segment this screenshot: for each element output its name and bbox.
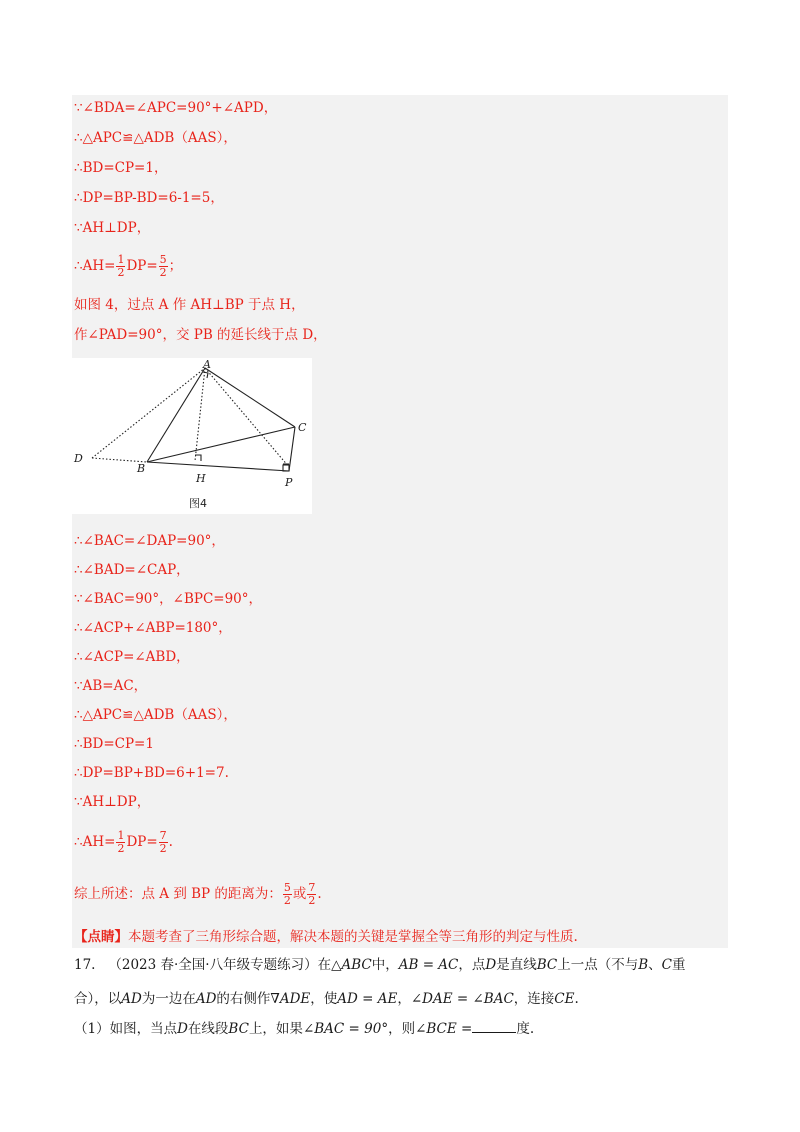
question-number: 17.	[74, 957, 96, 973]
label-D: D	[74, 452, 83, 465]
q-math: BC	[536, 957, 558, 973]
question-part-1	[74, 1020, 534, 1038]
eq-text: 综上所述：点 A 到 BP 的距离为：	[74, 886, 282, 902]
frac-num: 7	[308, 881, 316, 894]
solution-line: ∴△APC≌△ADB（AAS），	[74, 130, 237, 146]
figure-caption: 图4	[189, 497, 207, 510]
frac-num: 5	[159, 253, 167, 266]
solution-line: ∴∠ACP=∠ABD，	[74, 649, 190, 665]
solution-line: ∵AH⊥DP，	[74, 220, 151, 236]
q-text: 重	[672, 957, 686, 973]
q-text: （2023 春·全国·八年级专题练习）在	[108, 957, 332, 973]
frac-num: 1	[117, 253, 125, 266]
solution-line: ∵∠BDA=∠APC=90°+∠APD，	[74, 100, 278, 116]
q-math: △ABC	[331, 957, 372, 973]
label-P: P	[285, 476, 293, 489]
q-math: AD = AE	[337, 991, 398, 1007]
solution-line: ∴∠ACP+∠ABP=180°，	[74, 620, 232, 636]
frac-den: 2	[117, 842, 125, 855]
q-text: 为一边在	[141, 991, 196, 1007]
eq-text: ∴AH=	[74, 834, 116, 850]
q-text: 是直线	[496, 957, 537, 973]
frac-den: 2	[283, 894, 291, 907]
solution-line: ∵AH⊥DP，	[74, 794, 151, 810]
fraction	[283, 882, 292, 907]
eq-text: ；	[168, 258, 183, 274]
q-text: 上一点（不与	[557, 957, 639, 973]
figure-intro-line: 如图 4，过点 A 作 AH⊥BP 于点 H，	[74, 297, 305, 313]
q-text: ，则	[388, 1021, 416, 1037]
geometry-figure-4	[72, 358, 312, 514]
question-line-2	[74, 990, 579, 1008]
q-text: 的右侧作	[216, 991, 271, 1007]
answer-blank[interactable]	[472, 1020, 516, 1033]
q-math: ∠DAE = ∠BAC	[410, 991, 514, 1007]
q-text: ，使	[310, 991, 338, 1007]
fraction	[159, 254, 168, 279]
q-text: （1）如图，当点	[74, 1021, 178, 1037]
eq-text: .	[317, 886, 322, 902]
figure-intro-line: 作∠PAD=90°，交 PB 的延长线于点 D，	[74, 327, 327, 343]
q-text: 合），以	[74, 991, 122, 1007]
q-math: CE	[554, 991, 575, 1007]
eq-text: 或	[292, 886, 307, 902]
solution-line: ∴BD=CP=1	[74, 736, 154, 752]
q-math: BC	[228, 1021, 249, 1037]
solution-panel	[72, 95, 728, 948]
q-text: 度.	[516, 1021, 535, 1037]
tip-text: 本题考查了三角形综合题，解决本题的关键是掌握全等三角形的判定与性质.	[128, 929, 578, 945]
solution-line: ∴∠BAC=∠DAP=90°，	[74, 533, 225, 549]
solution-line: ∴DP=BP-BD=6-1=5，	[74, 190, 224, 206]
eq-text: ∴AH=	[74, 258, 116, 274]
q-math: AD	[121, 991, 142, 1007]
frac-den: 2	[159, 842, 167, 855]
eq-text: DP=	[126, 834, 158, 850]
figure-svg	[72, 358, 312, 514]
question-line-1	[74, 956, 686, 974]
fraction	[116, 254, 125, 279]
solution-line: ∴DP=BP+BD=6+1=7.	[74, 765, 229, 781]
q-math: C	[661, 957, 672, 973]
q-math: ∠BAC = 90°	[302, 1021, 389, 1037]
q-math: AB = AC	[398, 957, 459, 973]
solution-line: ∴BD=CP=1，	[74, 160, 168, 176]
q-math: D	[485, 957, 497, 973]
eq-text: .	[168, 834, 173, 850]
fraction	[307, 882, 316, 907]
label-C: C	[298, 421, 307, 434]
frac-num: 1	[117, 829, 125, 842]
label-A: A	[203, 358, 211, 371]
q-math: D	[177, 1021, 188, 1037]
q-text: 上，如果	[248, 1021, 303, 1037]
eq-text: DP=	[126, 258, 158, 274]
q-text: .	[574, 991, 579, 1007]
tip-label: 【点睛】	[74, 929, 128, 945]
q-text: 中，	[371, 957, 399, 973]
q-text: ，连接	[513, 991, 555, 1007]
solution-line: ∵AB=AC，	[74, 678, 148, 694]
q-math: B	[638, 957, 649, 973]
q-math: AD	[195, 991, 217, 1007]
fraction	[159, 830, 168, 855]
solution-line: ∵∠BAC=90°，∠BPC=90°，	[74, 591, 263, 607]
fraction	[116, 830, 125, 855]
frac-num: 7	[159, 829, 167, 842]
frac-den: 2	[159, 266, 167, 279]
q-text: ，	[397, 991, 411, 1007]
frac-num: 5	[283, 881, 291, 894]
ah-equation-1	[74, 254, 182, 279]
label-B: B	[137, 462, 146, 475]
q-math: ∠BCE =	[415, 1021, 473, 1037]
summary-line	[74, 882, 322, 907]
solution-line: ∴∠BAD=∠CAP，	[74, 562, 190, 578]
label-H: H	[196, 472, 206, 485]
q-text: 、	[648, 957, 662, 973]
solution-line: ∴△APC≌△ADB（AAS），	[74, 707, 237, 723]
frac-den: 2	[117, 266, 125, 279]
q-math: ∇ADE	[270, 991, 311, 1007]
tip-line	[74, 928, 578, 946]
q-text: ，点	[458, 957, 486, 973]
ah-equation-2	[74, 830, 173, 855]
frac-den: 2	[308, 894, 316, 907]
q-text: 在线段	[187, 1021, 229, 1037]
